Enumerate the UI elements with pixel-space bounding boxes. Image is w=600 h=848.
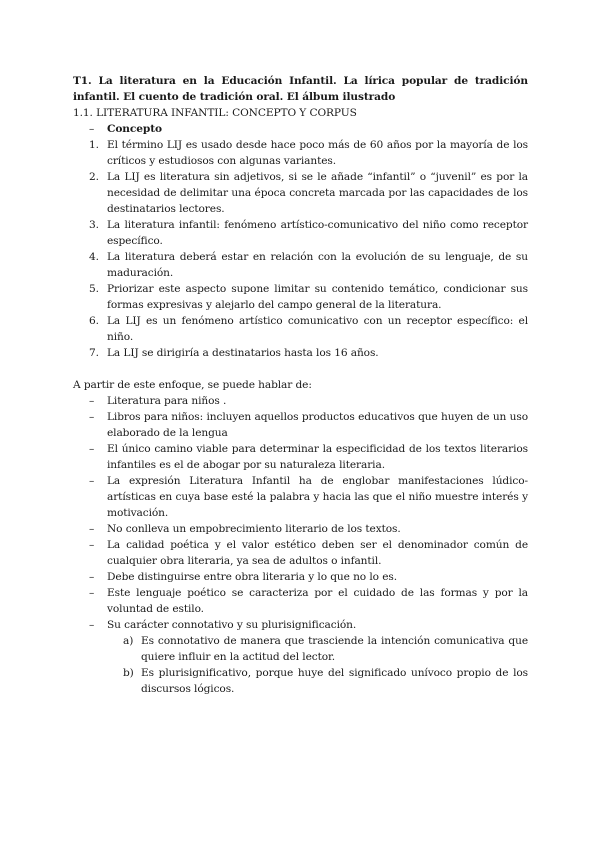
item-text: La literatura deberá estar en relación con la evolución de su lenguaje, de su maduración. <box>107 251 528 279</box>
document-title: T1. La literatura en la Educación Infantil. La lírica popular de tradición infantil. El cuento de tradición oral. El álbum ilustrado <box>73 75 528 103</box>
concept-item <box>73 137 528 169</box>
dash-marker: – <box>89 523 95 535</box>
concept-section <box>73 121 528 137</box>
sub-text: Es plurisignificativo, porque huye del significado unívoco propio de los discursos lógicos. <box>141 667 528 695</box>
dash-marker: – <box>89 587 95 599</box>
concept-list <box>73 137 528 361</box>
bullet-text: Literatura para niños . <box>107 395 227 407</box>
item-number: 4. <box>89 251 99 263</box>
bullet-text: No conlleva un empobrecimiento literario de los textos. <box>107 523 401 535</box>
item-number: 3. <box>89 219 99 231</box>
bullet-item <box>73 409 528 441</box>
sub-item <box>107 633 528 665</box>
sub-item <box>107 665 528 697</box>
item-text: La LIJ es un fenómeno artístico comunicativo con un receptor específico: el niño. <box>107 315 528 343</box>
item-text: La literatura infantil: fenómeno artístico-comunicativo del niño como receptor específico. <box>107 219 528 247</box>
bullet-item <box>73 393 528 409</box>
concept-item <box>73 217 528 249</box>
bullet-text: Este lenguaje poético se caracteriza por el cuidado de las formas y por la voluntad de estilo. <box>107 587 528 615</box>
dash-marker: – <box>89 571 95 583</box>
item-number: 2. <box>89 171 99 183</box>
item-number: 6. <box>89 315 99 327</box>
document-body <box>73 73 528 697</box>
bullet-text: El único camino viable para determinar la especificidad de los textos literarios infantiles es el de abogar por su naturaleza literaria. <box>107 443 528 471</box>
dash-marker: – <box>89 619 95 631</box>
concept-item <box>73 249 528 281</box>
bullet-item <box>73 473 528 521</box>
sub-text: Es connotativo de manera que trasciende la intención comunicativa que quiere influir en la actitud del lector. <box>141 635 528 663</box>
dash-marker: – <box>89 475 95 487</box>
bullet-item <box>73 537 528 569</box>
concept-item <box>73 345 528 361</box>
concept-label: Concepto <box>107 123 162 135</box>
bullet-item <box>73 617 528 633</box>
concept-heading <box>73 121 528 137</box>
sub-letter: a) <box>123 635 134 647</box>
bullet-text: La expresión Literatura Infantil ha de englobar manifestaciones lúdico-artísticas en cuya base esté la palabra y hacia las que el niño muestre interés y motivación. <box>107 475 528 519</box>
bullet-text: Libros para niños: incluyen aquellos productos educativos que huyen de un uso elaborado de la lengua <box>107 411 528 439</box>
item-text: El término LIJ es usado desde hace poco más de 60 años por la mayoría de los críticos y estudiosos con algunas variantes. <box>107 139 528 167</box>
concept-item <box>73 281 528 313</box>
item-number: 7. <box>89 347 99 359</box>
dash-marker: – <box>89 395 95 407</box>
dash-marker: – <box>89 443 95 455</box>
sub-list <box>107 633 528 697</box>
item-text: Priorizar este aspecto supone limitar su contenido temático, condicionar sus formas expresivas y alejarlo del campo general de la literatura. <box>107 283 528 311</box>
bullet-item <box>73 585 528 617</box>
dash-marker: – <box>89 539 95 551</box>
dash-marker: – <box>89 411 95 423</box>
section-heading: 1.1. LITERATURA INFANTIL: CONCEPTO Y CORPUS <box>73 107 357 119</box>
concept-item <box>73 169 528 217</box>
item-number: 1. <box>89 139 99 151</box>
bullet-item <box>73 441 528 473</box>
bullet-item <box>73 569 528 585</box>
sub-letter: b) <box>123 667 134 679</box>
item-text: La LIJ es literatura sin adjetivos, si se le añade “infantil” o “juvenil” es por la necesidad de delimitar una época concreta marcada por las capacidades de los destinatarios lectores. <box>107 171 528 215</box>
bullet-list <box>73 393 528 633</box>
dash-marker: – <box>89 123 95 135</box>
concept-item <box>73 313 528 345</box>
bullet-item <box>73 521 528 537</box>
intro-paragraph: A partir de este enfoque, se puede hablar de: <box>73 379 312 391</box>
bullet-text: Debe distinguirse entre obra literaria y lo que no lo es. <box>107 571 397 583</box>
item-text: La LIJ se dirigiría a destinatarios hasta los 16 años. <box>107 347 379 359</box>
bullet-text: Su carácter connotativo y su plurisignificación. <box>107 619 357 631</box>
bullet-text: La calidad poética y el valor estético deben ser el denominador común de cualquier obra literaria, ya sea de adultos o infantil. <box>107 539 528 567</box>
item-number: 5. <box>89 283 99 295</box>
